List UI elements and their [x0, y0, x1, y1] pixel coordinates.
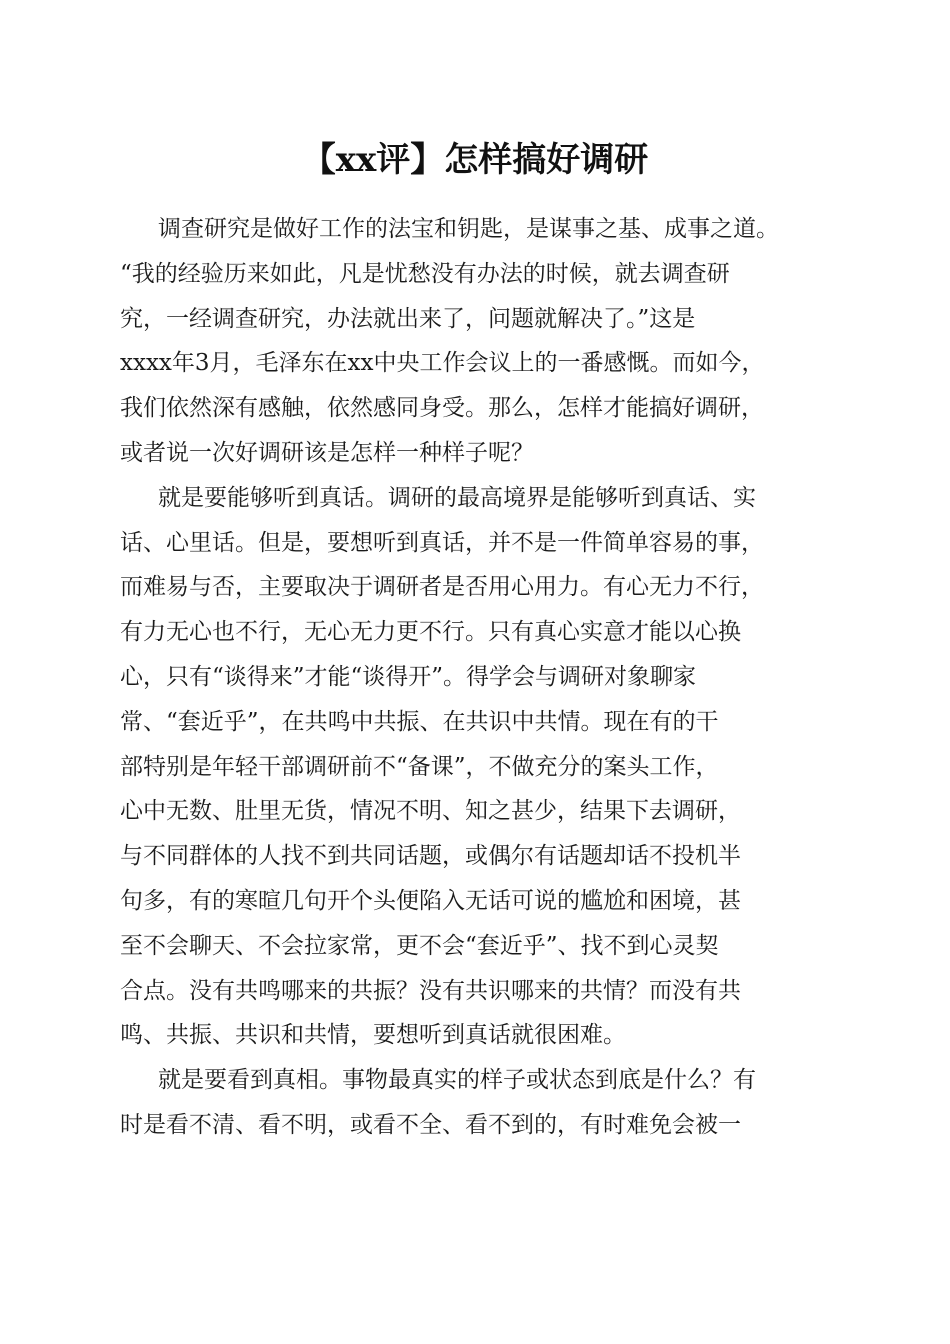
- text-line: 句多，有的寒暄几句开个头便陷入无话可说的尴尬和困境，甚: [120, 887, 741, 914]
- text-line: 有力无心也不行，无心无力更不行。只有真心实意才能以心换: [120, 619, 741, 646]
- text-line: 话、心里话。但是，要想听到真话，并不是一件简单容易的事，: [120, 529, 764, 556]
- text-line: 鸣、共振、共识和共情，要想听到真话就很困难。: [120, 1022, 626, 1049]
- text-line: 我们依然深有感触，依然感同身受。那么，怎样才能搞好调研，: [120, 395, 764, 422]
- text-line: 就是要看到真相。事物最真实的样子或状态到底是什么？有: [158, 1067, 756, 1094]
- paragraph-1: [120, 207, 835, 476]
- text-line: “我的经验历来如此，凡是忧愁没有办法的时候，就去调查研: [120, 260, 730, 287]
- text-line: 合点。没有共鸣哪来的共振？没有共识哪来的共情？而没有共: [120, 977, 741, 1004]
- text-line: 心，只有“谈得来”才能“谈得开”。得学会与调研对象聊家: [120, 663, 697, 690]
- document-title: 【xx评】怎样搞好调研: [301, 140, 649, 180]
- text-line: 就是要能够听到真话。调研的最高境界是能够听到真话、实: [158, 484, 756, 511]
- paragraph-3: [120, 1058, 835, 1148]
- text-line: 究，一经调查研究，办法就出来了，问题就解决了。”这是: [120, 305, 696, 332]
- text-line: 调查研究是做好工作的法宝和钥匙，是谋事之基、成事之道。: [158, 216, 779, 242]
- text-line: 部特别是年轻干部调研前不“备课”，不做充分的案头工作，: [120, 753, 719, 780]
- text-line: 而难易与否，主要取决于调研者是否用心用力。有心无力不行，: [120, 574, 764, 601]
- text-line: xxxx年3月，毛泽东在xx中央工作会议上的一番感慨。而如今，: [120, 350, 765, 377]
- text-line: 常、“套近乎”，在共鸣中共振、在共识中共情。现在有的干: [120, 708, 719, 735]
- paragraph-2: [120, 476, 835, 1058]
- text-line: 时是看不清、看不明，或看不全、看不到的，有时难免会被一: [120, 1111, 741, 1138]
- text-line: 心中无数、肚里无货，情况不明、知之甚少，结果下去调研，: [120, 798, 741, 825]
- text-line: 与不同群体的人找不到共同话题，或偶尔有话题却话不投机半: [120, 843, 741, 870]
- text-line: 至不会聊天、不会拉家常，更不会“套近乎”、找不到心灵契: [120, 932, 719, 959]
- document-body: [120, 207, 835, 1148]
- text-line: 或者说一次好调研该是怎样一种样子呢？: [120, 439, 534, 466]
